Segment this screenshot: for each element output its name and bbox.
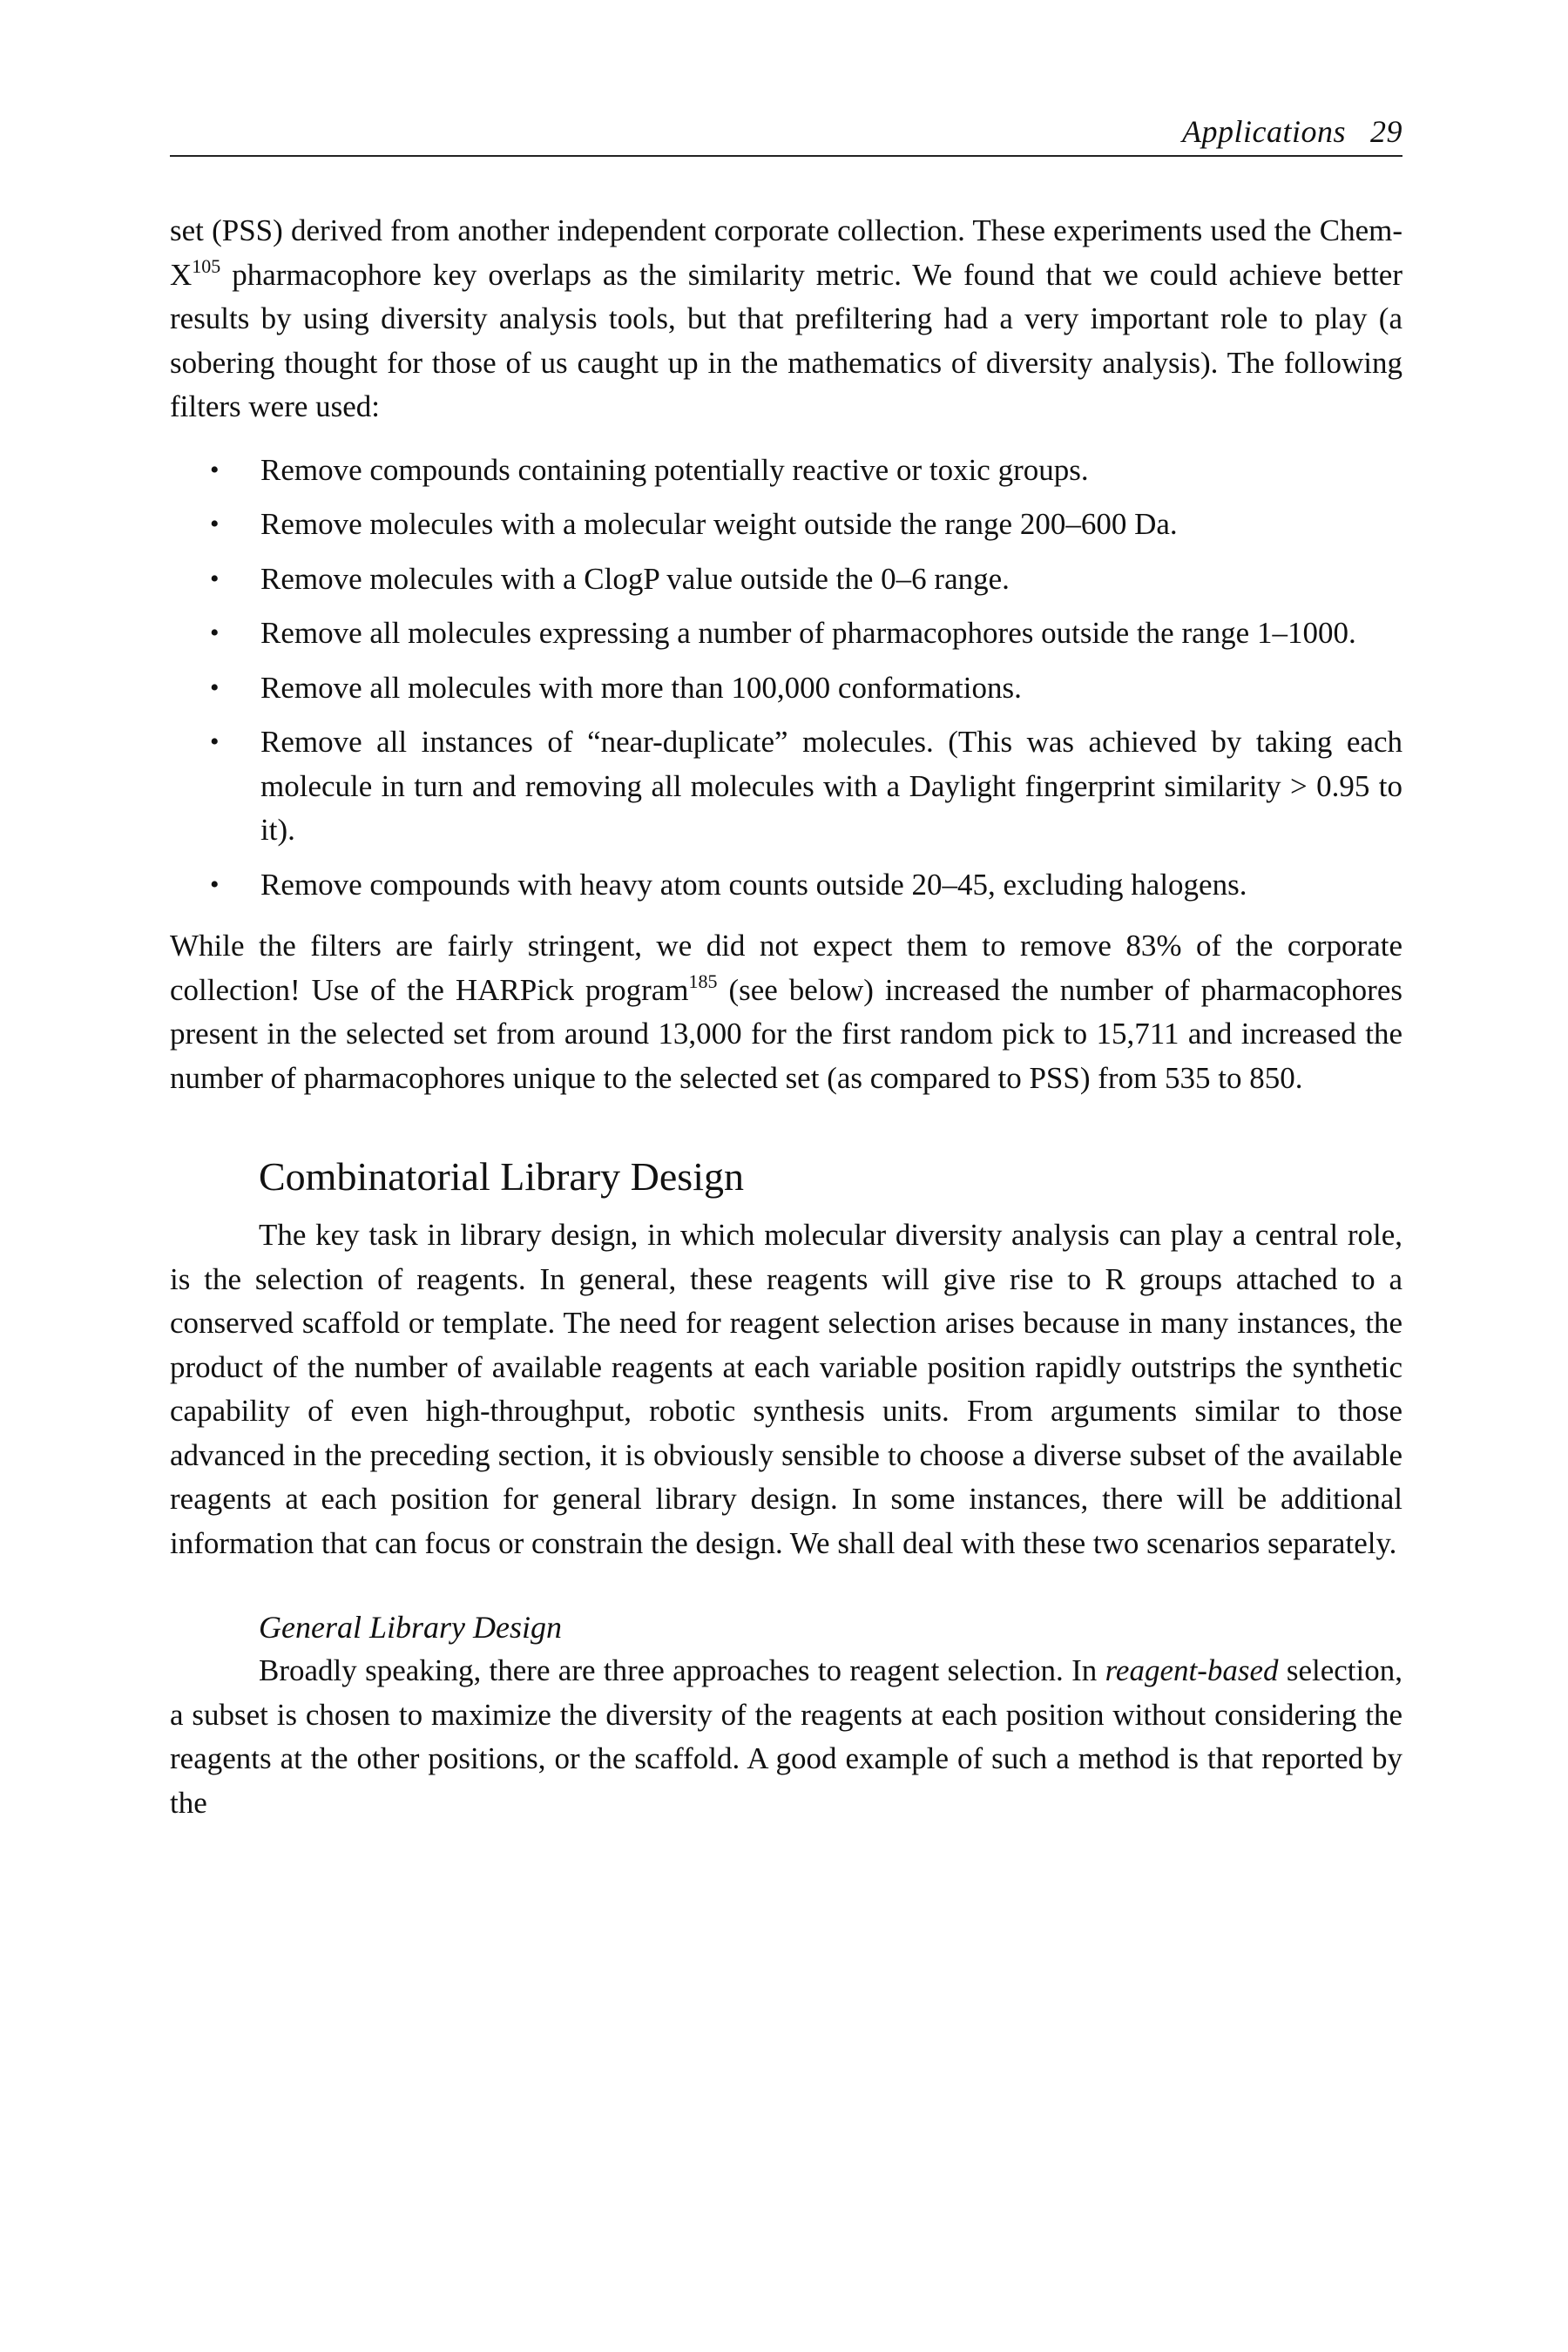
filter-text: Remove compounds containing potentially reactive or toxic groups. — [260, 452, 1089, 487]
bullet-icon: • — [210, 869, 220, 899]
results-paragraph — [170, 924, 1402, 1100]
list-item — [170, 612, 1402, 656]
list-item — [170, 720, 1402, 853]
list-item — [170, 666, 1402, 711]
bullet-icon: • — [210, 618, 220, 647]
list-item — [170, 449, 1402, 493]
body-text — [170, 209, 1402, 1825]
running-header — [170, 106, 1402, 157]
reference-185: 185 — [688, 970, 718, 992]
list-item — [170, 558, 1402, 602]
section-heading: Combinatorial Library Design — [259, 1154, 744, 1199]
page-number: 29 — [1370, 114, 1402, 149]
list-item — [170, 503, 1402, 547]
bullet-icon: • — [210, 727, 220, 756]
running-title: Applications — [1182, 114, 1346, 149]
results-text-2: (see below) increased the number of pharmacophores present in the selected set from around 13,000 for the first random pick to 15,711 and increased the number of pharmacophores unique to the selected set (as compared to PSS) from 535 to 850. — [170, 972, 1402, 1095]
intro-text-2: pharmacophore key overlaps as the similarity metric. We found that we could achieve better results by using diversity analysis tools, but that prefiltering had a very important role to play (a sobering thought for those of us caught up in the mathematics of diversity analysis). The following filters were used: — [170, 257, 1402, 423]
filter-text: Remove all instances of “near-duplicate” molecules. (This was achieved by taking each molecule in turn and removing all molecules with a Daylight fingerprint similarity > 0.95 to it). — [260, 725, 1402, 847]
subsection-paragraph — [170, 1649, 1402, 1825]
subsection-text-1: Broadly speaking, there are three approaches to reagent selection. In — [259, 1653, 1105, 1687]
filter-text: Remove molecules with a ClogP value outside the 0–6 range. — [260, 561, 1010, 596]
results-text-1: While the filters are fairly stringent, we did not expect them to remove 83% of the corporate collection! Use of the HARPick program — [170, 929, 1402, 1007]
filter-text: Remove molecules with a molecular weight outside the range 200–600 Da. — [260, 507, 1178, 541]
bullet-icon: • — [210, 564, 220, 593]
subsection-heading: General Library Design — [259, 1610, 562, 1645]
intro-text-1: set (PSS) derived from another independent corporate collection. These experiments used the Chem-X — [170, 213, 1402, 292]
running-header-text — [1182, 113, 1402, 150]
bullet-icon: • — [210, 672, 220, 702]
bullet-icon: • — [210, 455, 220, 484]
filter-text: Remove all molecules with more than 100,000 conformations. — [260, 670, 1022, 705]
filter-list — [170, 449, 1402, 908]
section-paragraph: The key task in library design, in which molecular diversity analysis can play a central role, is the selection of reagents. In general, these reagents will give rise to R groups attached to a conserved scaffold or template. The need for reagent selection arises because in many instances, the product of the number of available reagents at each variable position rapidly outstrips the synthetic capability of even high-throughput, robotic synthesis units. From arguments similar to those advanced in the preceding section, it is obviously sensible to choose a diverse subset of the available reagents at each position for general library design. In some instances, there will be additional information that can focus or constrain the design. We shall deal with these two scenarios separately. — [170, 1218, 1402, 1560]
filter-text: Remove compounds with heavy atom counts outside 20–45, excluding halogens. — [260, 867, 1247, 902]
reference-105: 105 — [192, 254, 221, 277]
bullet-icon: • — [210, 510, 220, 538]
emphasis-term: reagent-based — [1105, 1653, 1279, 1687]
list-item — [170, 863, 1402, 908]
filter-text: Remove all molecules expressing a number of pharmacophores outside the range 1–1000. — [260, 616, 1356, 650]
subsection-text-2: selection, a subset is chosen to maximize the diversity of the reagents at each position without considering the reagents at the other positions, or the scaffold. A good example of such a method is that reported by the — [170, 1653, 1402, 1820]
intro-paragraph — [170, 209, 1402, 429]
